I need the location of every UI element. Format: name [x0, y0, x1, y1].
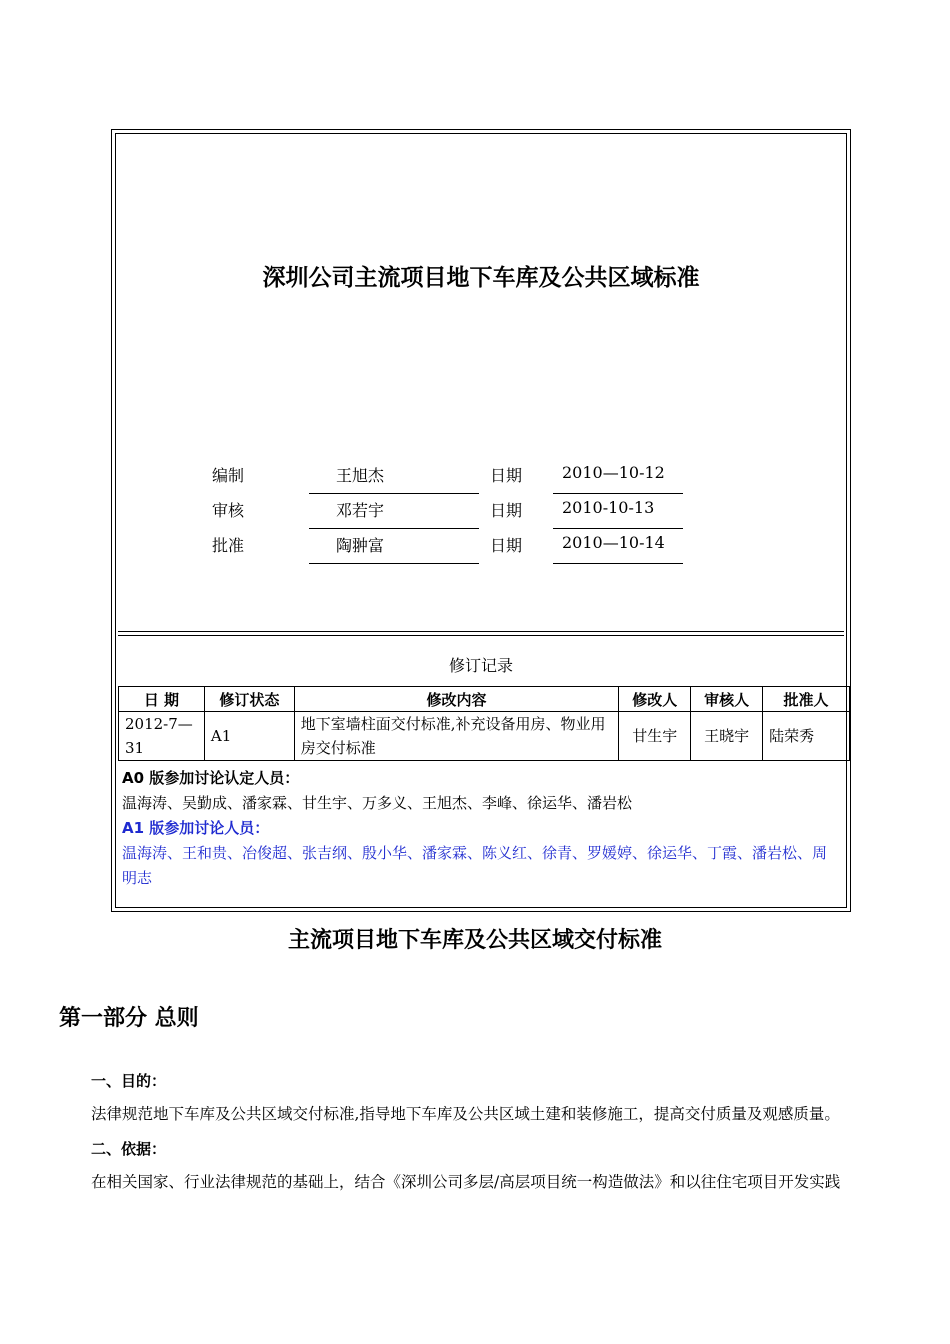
section-text-purpose: 法律规范地下车库及公共区域交付标准,指导地下车库及公共区域土建和装修施工，提高交付质量及观感质量。	[91, 1105, 840, 1123]
signoff-role: 批准	[212, 536, 245, 555]
participants-block	[122, 766, 840, 891]
section-heading-purpose: 一、目的：	[91, 1072, 167, 1090]
signoff-date-label: 日期	[490, 501, 523, 520]
table-row	[119, 712, 850, 761]
signoff-role: 审核	[212, 501, 245, 520]
signoff-name: 王旭杰	[336, 466, 385, 485]
section-heading-basis: 二、依据：	[91, 1140, 167, 1158]
cell-content: 地下室墙柱面交付标准,补充设备用房、物业用房交付标准	[294, 712, 618, 761]
underline	[553, 563, 683, 564]
underline	[309, 563, 479, 564]
section-divider	[118, 631, 844, 636]
column-header: 审核人	[691, 687, 763, 712]
signoff-date-label: 日期	[490, 536, 523, 555]
cover-inner-frame	[115, 133, 847, 908]
a0-members: 温海涛、吴勤成、潘家霖、甘生宇、万多义、王旭杰、李峰、徐运华、潘岩松	[122, 794, 633, 812]
revision-table	[118, 686, 850, 761]
column-header: 修改人	[619, 687, 691, 712]
column-header: 修订状态	[204, 687, 294, 712]
cell-status: A1	[204, 712, 294, 761]
signoff-row-compile	[116, 457, 846, 493]
part-title: 第一部分 总则	[59, 1006, 199, 1031]
column-header: 日 期	[119, 687, 205, 712]
a0-heading: A0 版参加讨论认定人员：	[122, 769, 300, 787]
column-header: 修改内容	[294, 687, 618, 712]
section-text-basis: 在相关国家、行业法律规范的基础上，结合《深圳公司多层/高层项目统一构造做法》和以往住宅项目开发实践	[91, 1173, 841, 1191]
revision-record-title: 修订记录	[448, 656, 513, 675]
document-title: 深圳公司主流项目地下车库及公共区域标准	[262, 265, 700, 291]
signoff-name: 邓若宇	[336, 501, 385, 520]
cell-reviewer: 王晓宇	[691, 712, 763, 761]
a1-heading: A1 版参加讨论人员：	[122, 819, 270, 837]
signoff-row-approve	[116, 527, 846, 563]
signoff-role: 编制	[212, 466, 245, 485]
signoff-row-review	[116, 492, 846, 528]
signoff-date: 2010—10-12	[562, 463, 665, 482]
cell-modifier: 甘生宇	[619, 712, 691, 761]
signoff-date-label: 日期	[490, 466, 523, 485]
signoff-name: 陶翀富	[336, 536, 385, 555]
a1-members: 温海涛、王和贵、冶俊超、张吉纲、殷小华、潘家霖、陈义红、徐青、罗媛婷、徐运华、丁霞、潘岩松、周明志	[122, 844, 828, 887]
signoff-date: 2010—10-14	[562, 533, 665, 552]
cell-date: 2012-7—31	[119, 712, 205, 761]
main-title: 主流项目地下车库及公共区域交付标准	[287, 928, 662, 953]
column-header: 批准人	[763, 687, 850, 712]
table-header-row	[119, 687, 850, 712]
signoff-date: 2010-10-13	[562, 498, 655, 517]
cell-approver: 陆荣秀	[763, 712, 850, 761]
cover-frame	[111, 129, 851, 912]
